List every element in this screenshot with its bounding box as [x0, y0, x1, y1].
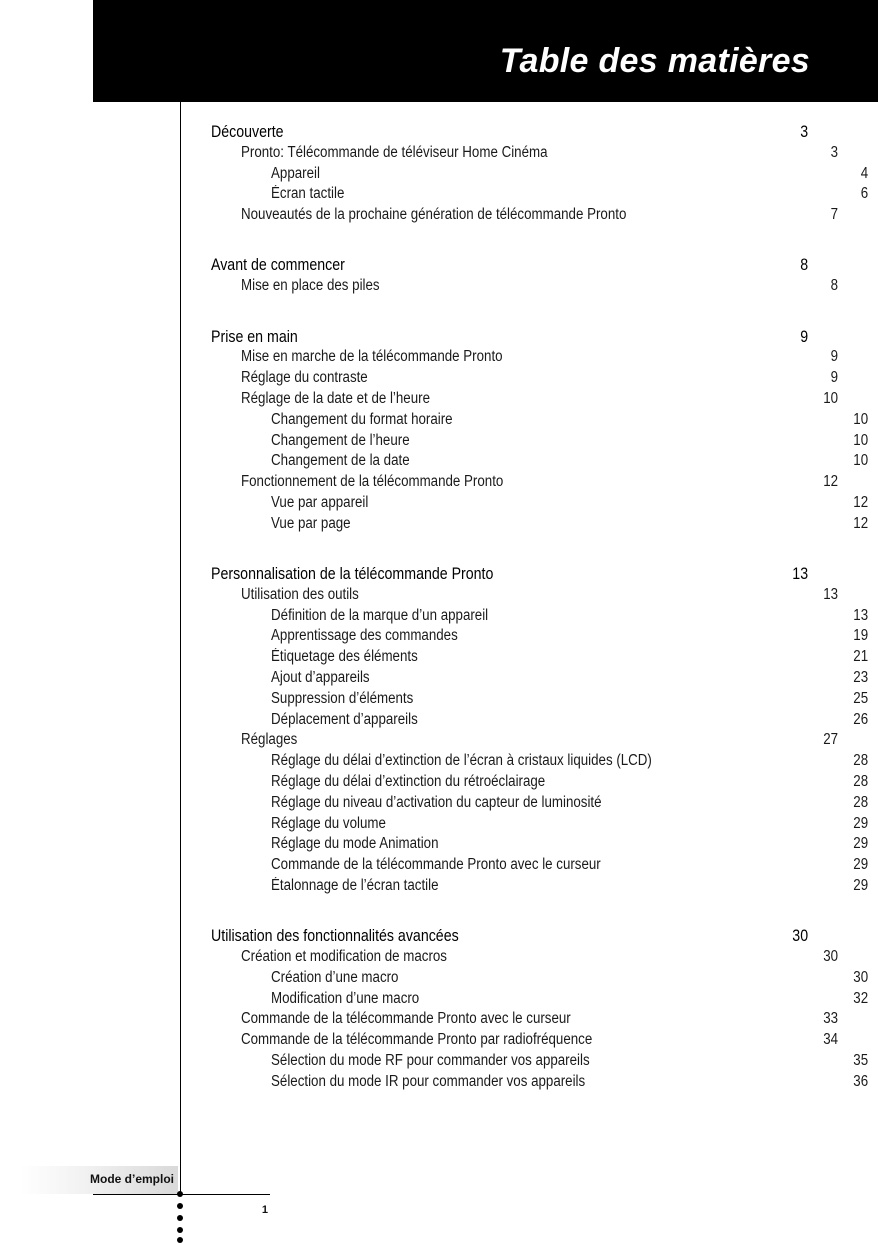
toc-entry-level-3[interactable]: [211, 493, 868, 514]
toc-entry-title: Réglages: [241, 731, 298, 749]
toc-entry-level-2[interactable]: [211, 276, 838, 297]
toc-entry-title: Définition de la marque d’un appareil: [271, 606, 489, 624]
toc-entry-title: Personnalisation de la télécommande Pronto: [211, 565, 494, 584]
toc-entry-page: 32: [853, 989, 869, 1007]
toc-entry-level-3[interactable]: [211, 968, 868, 989]
toc-entry-title: Réglage du contraste: [241, 369, 368, 387]
toc-entry-page: 13: [823, 585, 839, 603]
toc-entry-title: Utilisation des outils: [241, 585, 359, 603]
toc-entry-page: 29: [853, 877, 869, 894]
toc-entry-level-3[interactable]: [211, 989, 868, 1010]
toc-entry-page: 28: [853, 793, 869, 811]
toc-entry-page: 34: [823, 1031, 839, 1049]
toc-entry-title: Avant de commencer: [211, 256, 345, 275]
page-number: 1: [261, 1204, 268, 1216]
toc-entry-page: 29: [853, 835, 869, 853]
toc-entry-title: Mise en marche de la télécommande Pronto: [241, 348, 503, 366]
toc-entry-page: 6: [860, 185, 869, 203]
toc-entry-title: Écran tactile: [271, 185, 345, 203]
toc-entry-title: Réglage du délai d’extinction de l’écran à cristaux liquides (LCD): [271, 752, 652, 770]
toc-entry-page: 10: [853, 410, 869, 428]
toc-entry-page: 23: [853, 669, 869, 687]
toc-entry-title: Création d’une macro: [271, 968, 399, 986]
toc-entry-page: 28: [853, 773, 869, 791]
toc-entry-page: 33: [823, 1010, 839, 1028]
toc-entry-page: 9: [800, 327, 809, 346]
toc-entry-title: Réglage du mode Animation: [271, 835, 439, 853]
toc-entry-level-3[interactable]: [211, 814, 868, 835]
toc-entry-page: 4: [860, 164, 869, 182]
toc-entry-page: 10: [853, 452, 869, 470]
toc-section: [211, 122, 869, 226]
toc-entry-title: Apprentissage des commandes: [271, 627, 458, 645]
toc-entry-page: 9: [830, 369, 839, 387]
footer-dot: [177, 1215, 183, 1221]
toc-entry-level-3[interactable]: [211, 451, 868, 472]
toc-entry-title: Pronto: Télécommande de téléviseur Home Cinéma: [241, 143, 548, 161]
toc-entry-level-2[interactable]: [211, 205, 838, 226]
toc-entry-title: Commande de la télécommande Pronto par radiofréquence: [241, 1031, 593, 1049]
footer-dot: [177, 1203, 183, 1209]
toc-entry-page: 29: [853, 856, 869, 874]
toc-entry-level-2[interactable]: [211, 730, 838, 751]
toc-entry-level-2[interactable]: [211, 947, 838, 968]
toc-entry-page: 12: [853, 493, 869, 511]
toc-entry-level-2[interactable]: [211, 368, 838, 389]
footer-dots: [177, 1191, 185, 1240]
toc-entry-level-2[interactable]: [211, 472, 838, 493]
toc-section: [211, 327, 869, 535]
toc-entry-page: 35: [853, 1052, 869, 1070]
toc-entry-page: 29: [853, 814, 869, 832]
toc-entry-title: Changement de la date: [271, 452, 410, 470]
toc-entry-level-3[interactable]: [211, 855, 868, 876]
toc-entry-page: 25: [853, 689, 869, 707]
toc-entry-level-2[interactable]: [211, 143, 838, 164]
toc-entry-level-2[interactable]: [211, 389, 838, 410]
toc-entry-level-1[interactable]: [211, 564, 808, 585]
toc-entry-page: 19: [853, 627, 869, 645]
toc-entry-level-3[interactable]: [211, 689, 868, 710]
toc-entry-title: Réglage du délai d’extinction du rétroéclairage: [271, 773, 546, 791]
toc-entry-level-1[interactable]: [211, 255, 808, 276]
toc-entry-title: Déplacement d’appareils: [271, 710, 418, 728]
toc-entry-level-3[interactable]: [211, 184, 868, 205]
toc-entry-level-3[interactable]: [211, 410, 868, 431]
toc-entry-page: 10: [823, 389, 839, 407]
toc-entry-level-3[interactable]: [211, 626, 868, 647]
toc-entry-level-3[interactable]: [211, 1051, 868, 1072]
toc-entry-title: Mise en place des piles: [241, 277, 380, 295]
footer-dot: [177, 1237, 183, 1243]
toc-entry-title: Sélection du mode RF pour commander vos appareils: [271, 1052, 590, 1070]
toc-entry-level-1[interactable]: [211, 327, 808, 348]
toc-entry-title: Découverte: [211, 123, 284, 141]
toc-entry-level-3[interactable]: [211, 668, 868, 689]
toc-entry-page: 8: [830, 277, 839, 295]
toc-entry-title: Prise en main: [211, 327, 298, 346]
toc-entry-level-3[interactable]: [211, 834, 868, 855]
toc-entry-title: Sélection du mode IR pour commander vos appareils: [271, 1072, 586, 1090]
toc-entry-title: Nouveautés de la prochaine génération de télécommande Pronto: [241, 206, 627, 224]
toc-entry-page: 12: [823, 473, 839, 491]
toc-entry-title: Ajout d’appareils: [271, 669, 370, 687]
toc-entry-page: 27: [823, 731, 839, 749]
toc-section: [211, 255, 839, 297]
toc-entry-page: 9: [830, 348, 839, 366]
footer-label: Mode d’emploi: [90, 1172, 174, 1186]
toc-entry-title: Réglage de la date et de l’heure: [241, 389, 430, 407]
toc-entry-title: Commande de la télécommande Pronto avec le curseur: [241, 1010, 571, 1028]
toc-entry-title: Suppression d’éléments: [271, 689, 414, 707]
footer-dot: [177, 1227, 183, 1233]
toc-entry-level-1[interactable]: [211, 122, 808, 143]
toc-entry-level-2[interactable]: [211, 347, 838, 368]
toc-section: [211, 564, 869, 897]
toc-entry-title: Commande de la télécommande Pronto avec le curseur: [271, 856, 601, 874]
toc-entry-page: 3: [830, 143, 839, 161]
toc-entry-level-3[interactable]: [211, 710, 868, 731]
toc-entry-title: Étalonnage de l’écran tactile: [271, 877, 439, 894]
toc-entry-page: 28: [853, 752, 869, 770]
toc-entry-page: 7: [830, 206, 839, 224]
toc-entry-level-3[interactable]: [211, 606, 868, 627]
toc-entry-title: Fonctionnement de la télécommande Pronto: [241, 473, 504, 491]
toc-entry-title: Création et modification de macros: [241, 948, 447, 966]
toc-entry-page: 3: [800, 123, 809, 141]
toc-entry-title: Appareil: [271, 164, 320, 182]
toc-entry-title: Étiquetage des éléments: [271, 648, 418, 666]
page-title: Table des matières: [499, 42, 810, 80]
toc-entry-title: Modification d’une macro: [271, 989, 420, 1007]
toc-entry-title: Vue par appareil: [271, 493, 369, 511]
toc-entry-page: 30: [823, 948, 839, 966]
toc-entry-level-3[interactable]: [211, 514, 868, 535]
toc-entry-page: 21: [853, 648, 869, 666]
header-band: [93, 0, 878, 102]
toc-entry-title: Changement du format horaire: [271, 410, 453, 428]
toc-entry-page: 10: [853, 431, 869, 449]
toc-entry-level-3[interactable]: [211, 431, 868, 452]
toc-entry-level-3[interactable]: [211, 647, 868, 668]
toc-entry-level-2[interactable]: [211, 585, 838, 606]
toc-entry-title: Réglage du volume: [271, 814, 386, 832]
toc-entry-level-3[interactable]: [211, 1072, 868, 1093]
margin-rule: [180, 102, 181, 1195]
toc-entry-page: 30: [853, 968, 869, 986]
toc-entry-level-3[interactable]: [211, 876, 868, 897]
toc-entry-level-2[interactable]: [211, 1009, 838, 1030]
toc-entry-title: Vue par page: [271, 514, 351, 532]
toc-entry-page: 13: [853, 606, 869, 624]
toc-entry-title: Réglage du niveau d’activation du capteur de luminosité: [271, 793, 602, 811]
toc-entry-level-3[interactable]: [211, 164, 868, 185]
toc-entry-page: 8: [800, 256, 809, 275]
toc-entry-level-3[interactable]: [211, 772, 868, 793]
toc-entry-page: 26: [853, 710, 869, 728]
toc-entry-level-1[interactable]: [211, 926, 808, 947]
toc-entry-page: 30: [792, 927, 809, 946]
footer-dot: [177, 1191, 183, 1197]
toc-entry-level-3[interactable]: [211, 793, 868, 814]
toc-entry-page: 12: [853, 514, 869, 532]
toc-entry-level-2[interactable]: [211, 1030, 838, 1051]
toc-entry-title: Changement de l’heure: [271, 431, 410, 449]
table-of-contents: [211, 122, 869, 1122]
toc-entry-title: Utilisation des fonctionnalités avancées: [211, 927, 459, 946]
toc-section: [211, 926, 869, 1092]
toc-entry-level-3[interactable]: [211, 751, 868, 772]
toc-entry-page: 36: [853, 1072, 869, 1090]
toc-entry-page: 13: [792, 565, 809, 584]
